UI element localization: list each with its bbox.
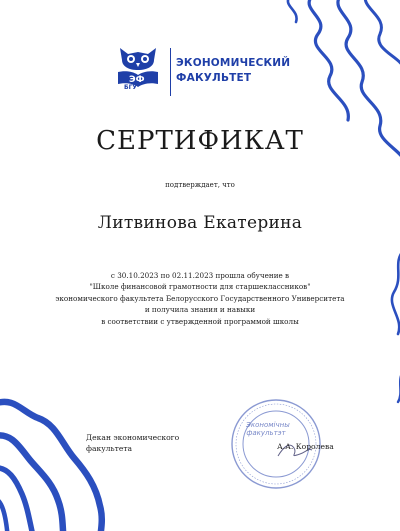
logo-divider	[170, 48, 171, 96]
emblem-caption: БГУ	[124, 84, 138, 91]
confirms-text: подтверждает, что	[165, 181, 235, 189]
stamp-text: Экономічны факультэт	[246, 421, 290, 437]
body-line-5: в соответствии с утвержденной программой школы	[101, 316, 299, 326]
wave-bottom-left-4	[0, 498, 8, 531]
body-line-4: и получила знания и навыки	[144, 305, 256, 315]
dean-line-1: Декан экономического	[86, 433, 180, 442]
recipient-name: Литвинова Екатерина	[97, 213, 303, 233]
wave-top-right-1	[309, 0, 348, 120]
dean-line-2: факультета	[86, 444, 133, 453]
wave-bottom-left-1	[0, 402, 102, 531]
svg-text:ЭФ: ЭФ	[129, 75, 145, 85]
wave-right-1	[392, 250, 400, 334]
wave-top-right-3	[365, 0, 400, 70]
wave-top-right-4	[288, 0, 297, 22]
wave-bottom-left-2	[0, 435, 64, 531]
body-line-3: экономического факультета Белорусского Государственного Университета	[55, 293, 345, 303]
logo-text	[176, 56, 290, 86]
logo-line-2: ФАКУЛЬТЕТ	[176, 72, 252, 84]
body-line-2: "Школе финансовой грамотности для старшеклассников"	[89, 282, 311, 292]
logo-line-1: ЭКОНОМИЧЕСКИЙ	[176, 57, 291, 69]
certificate-body	[40, 270, 360, 327]
owl-book-emblem-icon	[112, 44, 164, 96]
signer-name: А.А. Королева	[277, 442, 334, 451]
dean-title	[86, 432, 179, 454]
body-line-1: с 30.10.2023 по 02.11.2023 прошла обучение в	[110, 271, 290, 280]
faculty-logo	[112, 44, 292, 100]
certificate-title: СЕРТИФИКАТ	[96, 126, 304, 156]
